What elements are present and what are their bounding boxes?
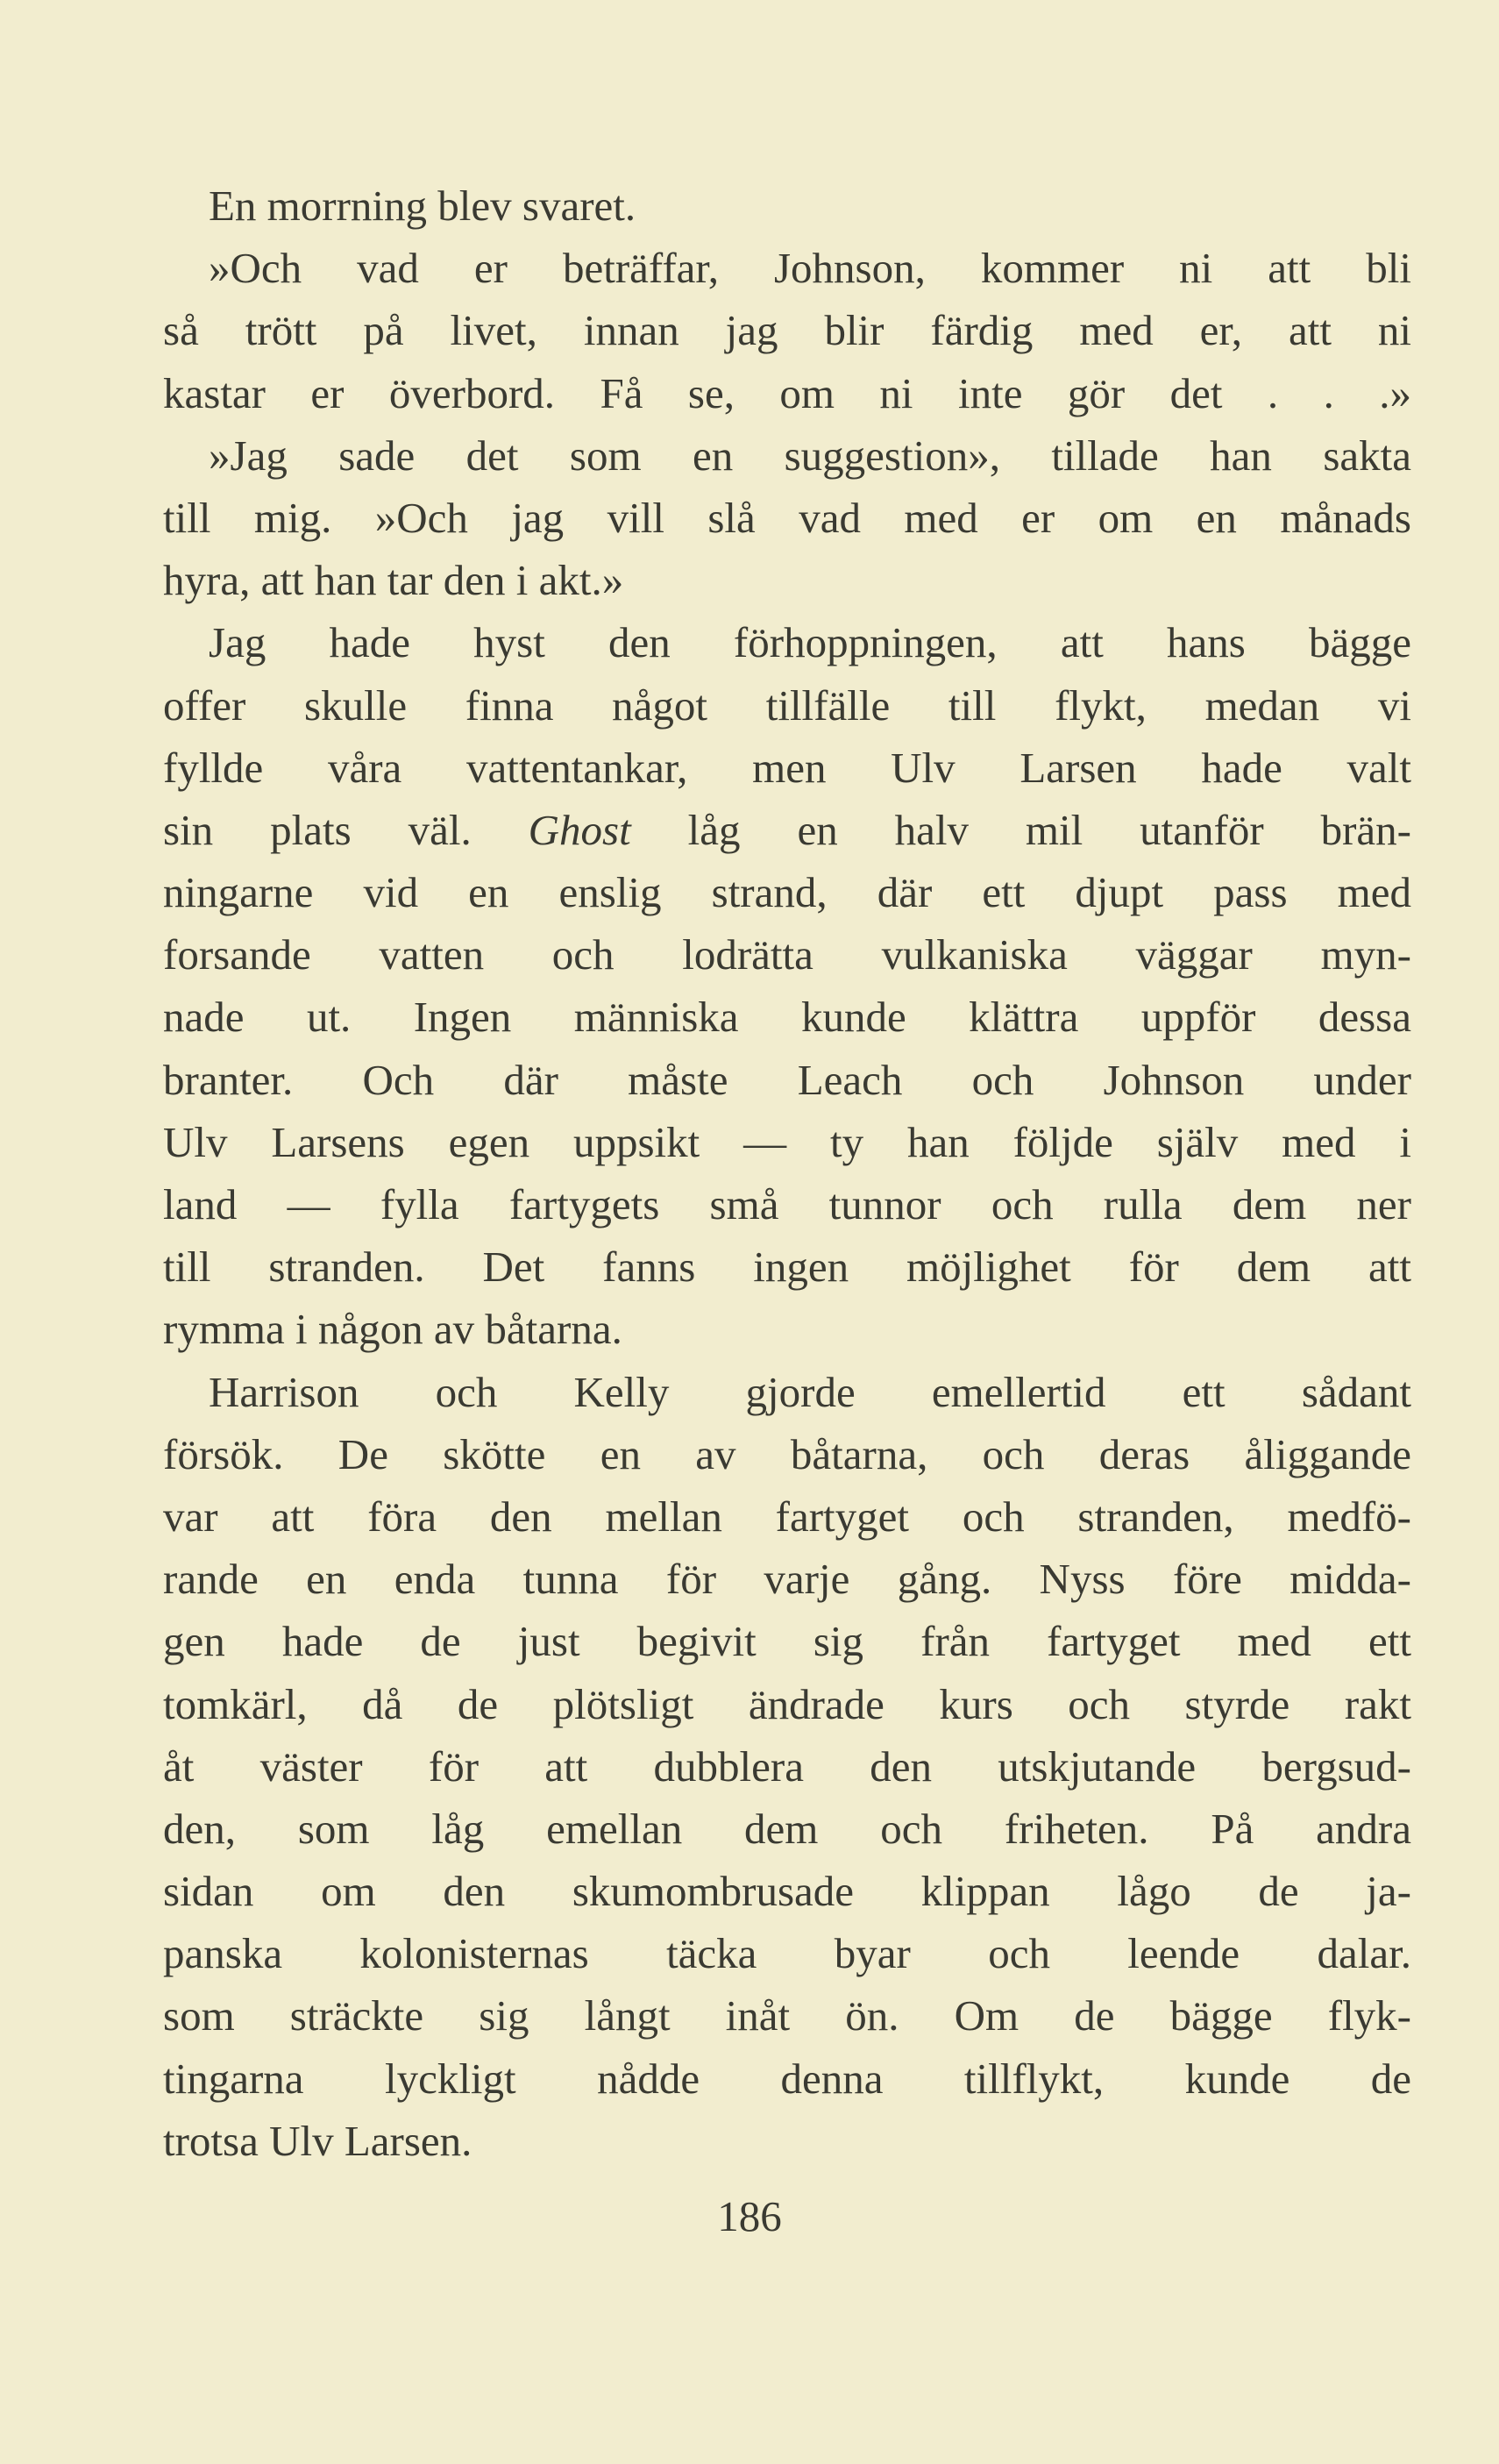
text-line: En morrning blev svaret.	[209, 182, 636, 230]
text-line: åt väster för att dubblera den utskjutande bergsud-	[163, 1741, 1411, 1791]
text-line: Ulv Larsens egen uppsikt — ty han följde själv med i	[163, 1117, 1411, 1166]
text-line: forsande vatten och lodrätta vulkaniska väggar myn-	[163, 930, 1411, 979]
text-line: ningarne vid en enslig strand, där ett djupt pass med	[163, 868, 1411, 917]
ship-name-italic: Ghost	[528, 805, 631, 854]
text-line: rande en enda tunna för varje gång. Nyss före midda-	[163, 1555, 1411, 1604]
text-line: »Jag sade det som en suggestion», tillade han sakta	[209, 431, 1411, 480]
text-line	[163, 799, 1411, 861]
text-line: tingarna lyckligt nådde denna tillflykt, kunde de	[163, 2054, 1411, 2103]
text-line: till mig. »Och jag vill slå vad med er om en månads	[163, 493, 1411, 542]
text-line: kastar er överbord. Få se, om ni inte gör det . . .»	[163, 368, 1411, 417]
body-text	[163, 174, 1411, 2172]
text-line: trotsa Ulv Larsen.	[163, 2116, 472, 2165]
text-line: den, som låg emellan dem och friheten. På andra	[163, 1804, 1411, 1853]
text-line: gen hade de just begivit sig från fartyget med ett	[163, 1617, 1411, 1666]
text-line: var att föra den mellan fartyget och stranden, medfö-	[163, 1492, 1411, 1541]
text-segment: låg en halv mil utanför brän-	[630, 805, 1411, 854]
text-line: så trött på livet, innan jag blir färdig med er, att ni	[163, 306, 1411, 355]
text-line: till stranden. Det fanns ingen möjlighet för dem att	[163, 1243, 1411, 1292]
text-line: panska kolonisternas täcka byar och leende dalar.	[163, 1929, 1411, 1978]
text-line: fyllde våra vattentankar, men Ulv Larsen hade valt	[163, 743, 1411, 792]
page-number: 186	[717, 2192, 782, 2240]
text-line: Jag hade hyst den förhoppningen, att hans bägge	[209, 618, 1411, 667]
text-segment: sin plats väl.	[163, 805, 529, 854]
text-line: land — fylla fartygets små tunnor och rulla dem ner	[163, 1180, 1411, 1228]
text-line: hyra, att han tar den i akt.»	[163, 556, 624, 605]
text-line: branter. Och där måste Leach och Johnson under	[163, 1055, 1411, 1104]
text-line: Harrison och Kelly gjorde emellertid ett sådant	[209, 1367, 1411, 1416]
text-line: nade ut. Ingen människa kunde klättra uppför dessa	[163, 993, 1411, 1042]
text-line: »Och vad er beträffar, Johnson, kommer ni att bli	[209, 244, 1411, 293]
text-line: försök. De skötte en av båtarna, och deras åliggande	[163, 1429, 1411, 1478]
text-line: som sträckte sig långt inåt ön. Om de bägge flyk-	[163, 1991, 1411, 2040]
text-line: rymma i någon av båtarna.	[163, 1305, 622, 1354]
text-line: sidan om den skumombrusade klippan lågo de ja-	[163, 1867, 1411, 1916]
text-line: tomkärl, då de plötsligt ändrade kurs och styrde rakt	[163, 1679, 1411, 1728]
text-line: offer skulle finna något tillfälle till flykt, medan vi	[163, 680, 1411, 730]
